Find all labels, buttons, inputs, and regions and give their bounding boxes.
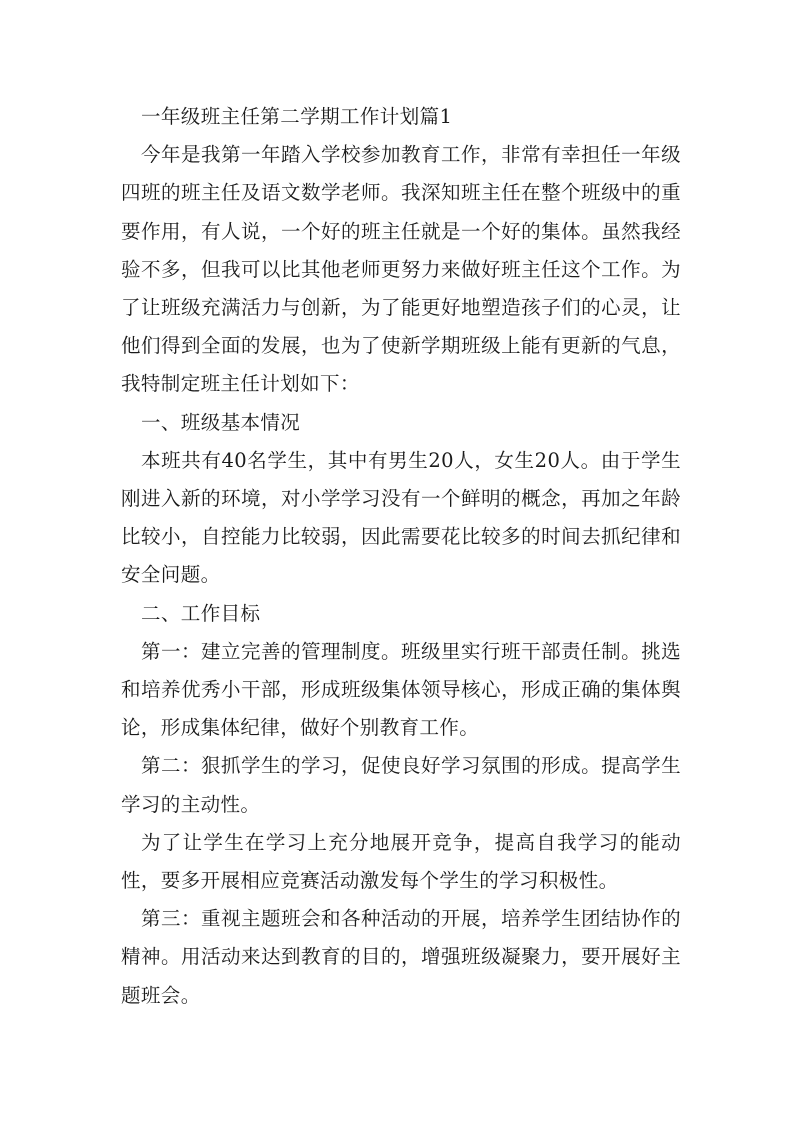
section-heading-class-info: 一、班级基本情况 xyxy=(141,410,301,434)
paragraph-goal-3: 第三：重视主题班会和各种活动的开展，培养学生团结协作的精神。用活动来达到教育的目的，增强班级凝聚力，要开展好主题班会。 xyxy=(121,907,681,1007)
document-title: 一年级班主任第二学期工作计划篇1 xyxy=(141,105,453,128)
paragraph-class-info: 本班共有40名学生，其中有男生20人，女生20人。由于学生刚进入新的环境，对小学学习没有一个鲜明的概念，再加之年龄比较小，自控能力比较弱，因此需要花比较多的时间去抓纪律和安全问题。 xyxy=(121,448,681,587)
paragraph-goal-1: 第一：建立完善的管理制度。班级里实行班干部责任制。挑选和培养优秀小干部，形成班级集体领导核心，形成正确的集体舆论，形成集体纪律，做好个别教育工作。 xyxy=(121,639,681,740)
paragraph-goal-2: 第二：狠抓学生的学习，促使良好学习氛围的形成。提高学生学习的主动性。 xyxy=(121,754,681,816)
document-page xyxy=(121,98,681,1015)
section-heading-goals: 二、工作目标 xyxy=(141,601,261,625)
paragraph-intro: 今年是我第一年踏入学校参加教育工作，非常有幸担任一年级四班的班主任及语文数学老师。我深知班主任在整个班级中的重要作用，有人说，一个好的班主任就是一个好的集体。虽然我经验不多，但我可以比其他老师更努力来做好班主任这个工作。为了让班级充满活力与创新，为了能更好地塑造孩子们的心灵，让他们得到全面的发展，也为了使新学期班级上能有更新的气息，我特制定班主任计划如下： xyxy=(121,143,681,396)
paragraph-competition: 为了让学生在学习上充分地展开竞争，提高自我学习的能动性，要多开展相应竞赛活动激发每个学生的学习积极性。 xyxy=(121,830,681,893)
